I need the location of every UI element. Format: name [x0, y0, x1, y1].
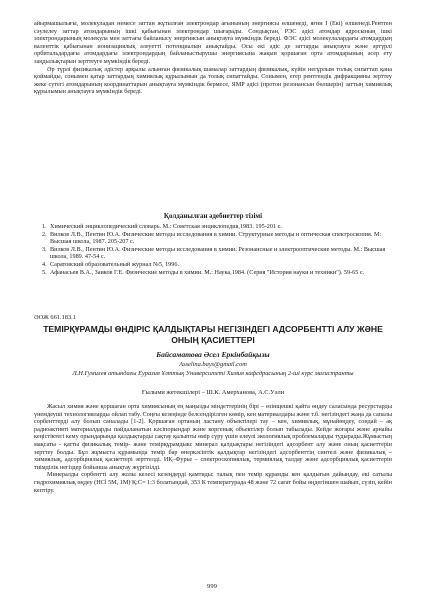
body-paragraph-1: Жасыл химия және қоршаған орта химиясының ең маңызды міндеттерінің бірі – өзінщешкі қайта өңдеу саласында ресурстарды үнемдеуші технологияларды ойлап табу. Соңғы кезеңінде белсендірілген көмір, кен материалдары және т.б. негізіндегі жаңа да сапалы сорбенттерді алу болып саналады [1-2]. Қоршаған ортаның ластану объектілері тау – кен, химиялық, мұнайөңдеу, сондай – ақ радиоактивті материалдарды пайдаланатын кәсіпорындар және коргенық объектілер болып табылады. Кейде жоғары және арнайы кеңістіктегі кему орындарында қалдықтарды сақтау қалыпты өмір сүру үшін елеулі экологиялық проблемаларды тудырады.Жұмыстың мақсаты - қатты физикалық темір- және темірқұрамдыкс минерал қалдықтары негізіндегі адсорбент алу және оның қасиеттерін зерттеу болды. Бұл жұмыста құрамында темір бар өнеркәсіптік қалдықтар негізіндегі адсорбенттің синтезі және физикалық – химиялық, адсорбциялық қасиеттері зерттелді. ИҚ–Фурье – спектроскопиялық, термиялық талдау және адсорбциялық қасиеттерін тиімділік негіздер бойынша анықтау жүргізілді. — [34, 403, 392, 471]
reference-item: 3. Вилков Л.В., Пентин Ю.А. Физические методы исследования в химии. Резонансные и электрооптические методы. М.: Высшая школа, 1989. 47-54 с. — [42, 245, 386, 261]
references-list — [42, 223, 392, 276]
udc-code: ӘОЖ 661.183.1 — [34, 314, 76, 321]
reference-item: 4. Саратовский образовательный журнал №5, 1996. — [42, 260, 179, 268]
references-title: Қолданылған әдебиеттер тізімі — [163, 212, 263, 220]
top-paragraph-1: айырмашылығы, молекуладан немесе заттан жұтылған электрондар ағынының энергиясы өлшенеді, яғни І (Екі) өлшенеді.Рентген сәулелеу заттар атомдарының ішкі қабығынан электрондар шығарады. Сондықтан, РЭС әдісі атомдар ядросының ішкі электрондарының молекула мен заттағы байланысу энергиясын анықтауға мүмкіндік береді. ФЭС әдісі молекулалардағы атомдардың валенттік қабығынан ионизациялық әлеуетті потенциалын анықтайды. Осы екі әдіс де заттарды анықтауға және әртүрлі орбитальдардағы атомдардағы электрондардың байланыстырушы энергиясына жақын қоршаған орта атомдарының әсер ету заңдылықтарын зерттеуге мүмкіндік береді. — [34, 20, 392, 65]
reference-item: 2. Вилков Л.В., Пентин Ю.А. Физические методы исследования в химии. Структурные методы и оптическая спектроскопия. М: Высшая школа, 1987. 205-207 с. — [42, 230, 382, 246]
page-number: 999 — [207, 583, 217, 590]
author-affiliation: Л.Н.Гумилев атындағы Еуразия Ұлттық Университеті Химия кафедрасының 2-ші курс магистранты — [72, 370, 354, 377]
reference-item: 5. Афанасьев В.А., Заиков Г.Е. Физические методы в химии. М.: Наука,1984. (Серия "История науки и техники"). 59-65 с. — [42, 268, 365, 276]
author-name: Байсаматова Әсел Еркінбайқызы — [156, 350, 270, 359]
intro-text — [34, 20, 392, 96]
article-title: ТЕМІРҚҰРАМДЫ ӨНДІРІС ҚАЛДЫҚТАРЫ НЕГІЗІНДЕГІ АДСОРБЕНТТІ АЛУ ЖӘНЕ ОНЫҢ ҚАСИЕТТЕРІ — [43, 324, 383, 345]
reference-item: 1. Химический энциклопедический словарь. М.: Советская энциклопедия,1983. 195-201 с. — [42, 223, 282, 230]
supervisor-line: Ғылыми жетекшілері – Ш.К. Амерханова, А.С.Уәли — [141, 389, 285, 396]
body-text — [34, 403, 392, 494]
body-paragraph-2: Минералды сорбентті алу жолы келесі кезеңдерді қамтиды: талық пен темір құрамды кен қалдығын дайындау, екі сатылы гидрохимиялық өңдеу (HCl 5M, 1M) Қ:С= 1:3 болатындай, 353 К температурада 48 және 72 сағат бойы өңдегіншен шайып, сүзіп, кейін кептіру. — [34, 471, 392, 494]
author-email: Asselina.bays@gmail.com — [179, 361, 247, 368]
top-paragraph-2: Әр түрлі физикалық әдістер арқылы алынған физикалық шамалар заттардың физикалық, күйін негұрлым толық сипаттап қана қоймайды, сонымен қатар заттардың химиялық құрылымын да толық сипаттайды. Сонымен, егер рентгендік дифракцияны зерттеу жеке сутегі атомдарының координаттарын анықтауға мүмкіндік бермесе, ЯМР әдісі (протон резонансын бөлшерін) заттың химиялық құрылымын анықтауға мүмкіндік береді. — [34, 65, 392, 96]
